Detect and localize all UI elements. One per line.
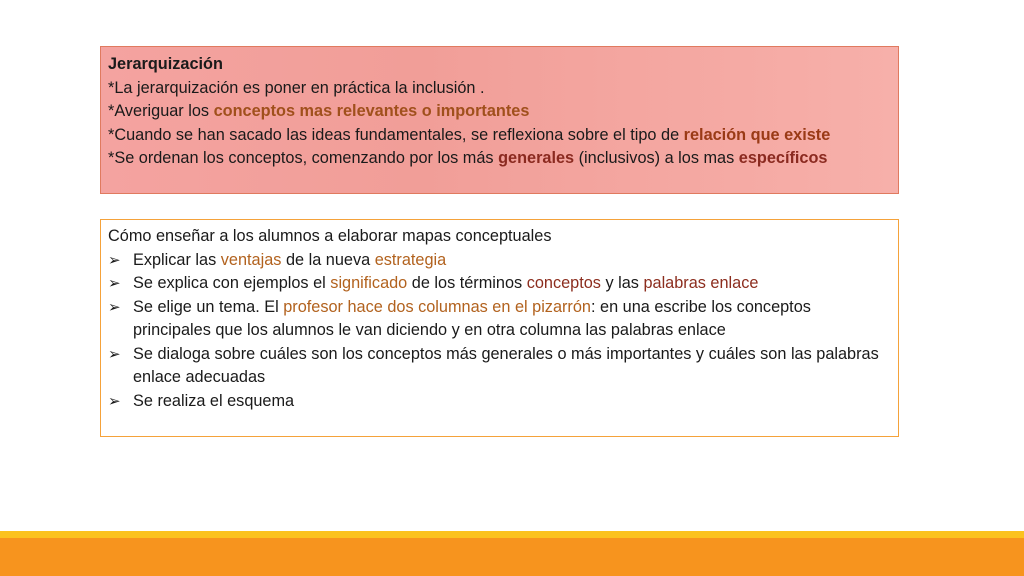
highlight-text: generales	[498, 149, 575, 167]
text-segment: *Se ordenan los conceptos, comenzando por los más	[108, 149, 499, 167]
highlight-text: específicos	[738, 149, 828, 167]
list-item	[108, 249, 893, 273]
mapas-conceptuales-box	[100, 219, 899, 437]
highlight-text: palabras enlace	[643, 274, 759, 292]
jerarquizacion-box	[100, 46, 899, 194]
arrow-bullet-icon: ➢	[108, 392, 121, 410]
text-segment: Se elige un tema. El	[133, 297, 284, 316]
text-segment: : en una escribe los conceptos principales que los alumnos le van diciendo y en otra columna las palabras enlace	[133, 297, 811, 339]
highlight-text: estrategia	[374, 250, 447, 269]
list-item	[108, 390, 893, 414]
highlight-text: ventajas	[220, 250, 282, 269]
text-segment: (inclusivos) a los mas	[574, 149, 739, 167]
box-title: Jerarquización	[108, 55, 223, 73]
arrow-bullet-icon: ➢	[108, 345, 121, 363]
text-segment: de los términos	[407, 274, 527, 292]
list-item	[108, 343, 893, 390]
text-segment: Explicar las	[133, 250, 221, 269]
highlight-text: conceptos	[526, 274, 601, 292]
highlight-text: relación que existe	[683, 125, 831, 144]
arrow-bullet-icon: ➢	[108, 298, 121, 316]
footer-bar	[0, 538, 1024, 576]
text-segment: y las	[600, 274, 644, 292]
text-line: *La jerarquización es poner en práctica la inclusión .	[108, 78, 485, 97]
text-segment: Se explica con ejemplos el	[133, 274, 331, 292]
text-line	[108, 147, 898, 171]
text-segment: Se dialoga sobre cuáles son los conceptos más generales o más importantes y cuáles son las palabras enlace adecuadas	[133, 344, 879, 386]
text-line	[108, 124, 898, 148]
arrow-bullet-icon: ➢	[108, 275, 121, 292]
list-item	[108, 296, 893, 343]
highlight-text: significado	[330, 274, 408, 292]
highlight-text: profesor hace dos columnas en el pizarrón	[283, 297, 591, 316]
text-segment: *Cuando se han sacado las ideas fundamentales, se reflexiona sobre el tipo de	[108, 125, 684, 144]
box-heading: Cómo enseñar a los alumnos a elaborar mapas conceptuales	[108, 227, 552, 245]
highlight-text: conceptos mas relevantes o importantes	[213, 102, 530, 120]
text-line	[108, 100, 898, 124]
text-segment: *Averiguar los	[108, 102, 214, 120]
text-segment: de la nueva	[281, 250, 375, 269]
footer-stripe	[0, 531, 1024, 538]
arrow-bullet-icon: ➢	[108, 251, 121, 269]
text-segment: Se realiza el esquema	[133, 391, 295, 410]
list-item	[108, 272, 893, 296]
